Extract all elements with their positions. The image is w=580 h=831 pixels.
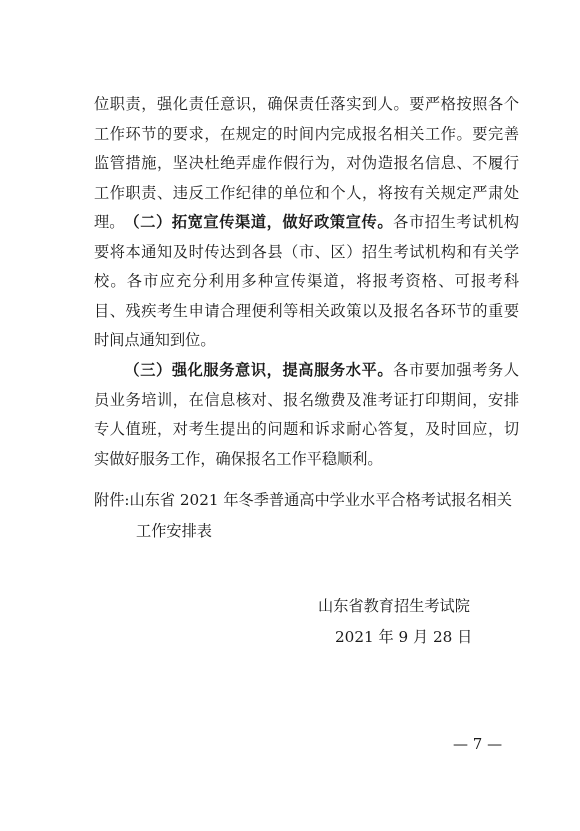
section-body-publicity: 各市招生考试机构要将本通知及时传达到各县（市、区）招生考试机构和有关学校。各市应充分利用多种宣传渠道，将报考资格、可报考科目、残疾考生申请合理便利等相关政策以及报名各环节的重要时间点通知到位。 bbox=[94, 213, 520, 349]
attachment-title-line2: 工作安排表 bbox=[136, 522, 212, 540]
section-heading-service: （三）强化服务意识，提高服务水平。 bbox=[124, 361, 394, 379]
paragraph-service bbox=[94, 356, 519, 474]
paragraph-responsibility: 位职责，强化责任意识，确保责任落实到人。要严格按照各个工作环节的要求，在规定的时间内完成报名相关工作。要完善监管措施，坚决杜绝弄虚作假行为，对伪造报名信息、不履行工作职责、违反工作纪律的单位和个人，将按有关规定严肃处理。 bbox=[94, 95, 519, 231]
issuing-organization: 山东省教育招生考试院 bbox=[318, 597, 470, 615]
paragraph-publicity bbox=[94, 208, 519, 356]
attachment-label: 附件: bbox=[94, 491, 130, 509]
attachment-note bbox=[94, 485, 512, 547]
signature-block bbox=[318, 591, 472, 653]
page-number: — 7 — bbox=[453, 735, 503, 753]
attachment-title-line1: 山东省 2021 年冬季普通高中学业水平合格考试报名相关 bbox=[129, 491, 512, 509]
issue-date: 2021 年 9 月 28 日 bbox=[335, 628, 473, 646]
section-heading-publicity: （二）拓宽宣传渠道，做好政策宣传。 bbox=[124, 213, 394, 231]
section-body-service: 各市要加强考务人员业务培训，在信息核对、报名缴费及准考证打印期间，安排专人值班，对考生提出的问题和诉求耐心答复，及时回应，切实做好服务工作，确保报名工作平稳顺利。 bbox=[94, 361, 520, 468]
